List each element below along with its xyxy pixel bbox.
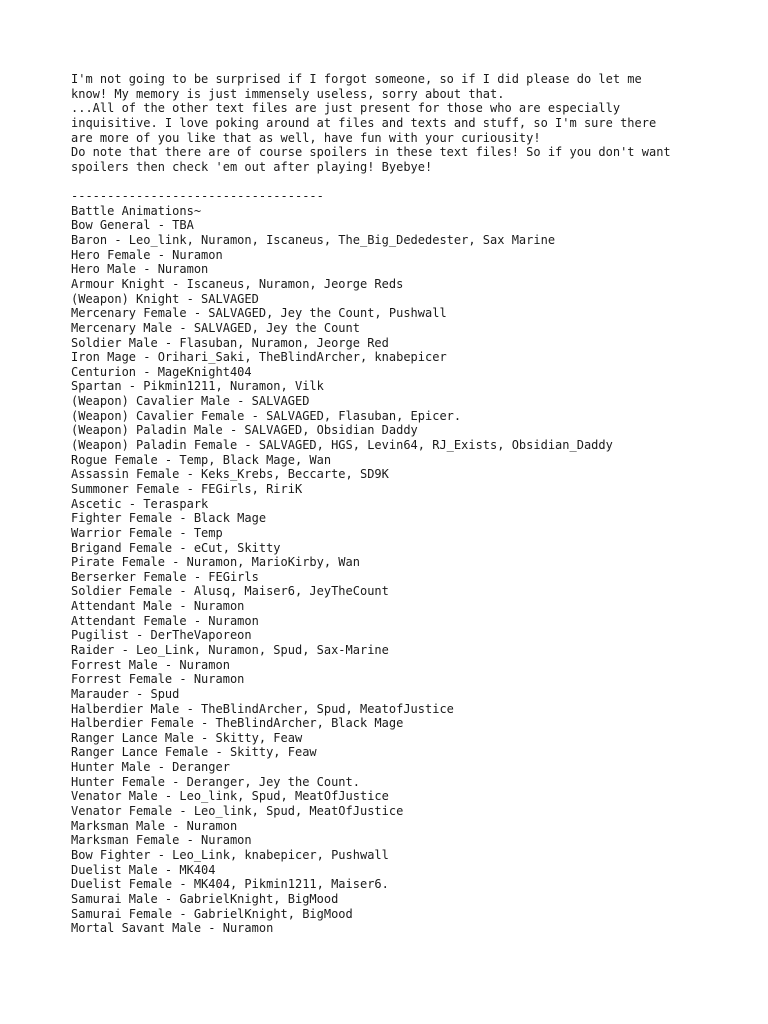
- credit-entry: (Weapon) Cavalier Female - SALVAGED, Flasuban, Epicer.: [71, 408, 462, 423]
- credit-entry: Marksman Male - Nuramon: [71, 818, 238, 833]
- credit-entry: Raider - Leo_Link, Nuramon, Spud, Sax-Marine: [71, 642, 389, 657]
- credit-entry: Hunter Male - Deranger: [71, 760, 230, 775]
- intro-line: spoilers then check 'em out after playing! Byebye!: [71, 159, 433, 174]
- intro-line: are more of you like that as well, have fun with your curiousity!: [71, 130, 541, 145]
- credit-entry: Ranger Lance Male - Skitty, Feaw: [71, 730, 303, 745]
- credit-entry: Halberdier Male - TheBlindArcher, Spud, MeatofJustice: [71, 701, 454, 716]
- intro-line: Do note that there are of course spoilers in these text files! So if you don't want: [71, 145, 671, 160]
- credit-entry: Pirate Female - Nuramon, MarioKirby, Wan: [71, 555, 360, 570]
- credit-entry: Venator Male - Leo_link, Spud, MeatOfJustice: [71, 789, 389, 804]
- credit-entry: Bow Fighter - Leo_Link, knabepicer, Pushwall: [71, 847, 389, 862]
- credit-entry: (Weapon) Knight - SALVAGED: [71, 291, 259, 306]
- credit-entry: Assassin Female - Keks_Krebs, Beccarte, SD9K: [71, 467, 389, 482]
- intro-paragraph: [71, 72, 751, 174]
- credits-list: [71, 218, 751, 935]
- credit-entry: (Weapon) Paladin Female - SALVAGED, HGS, Levin64, RJ_Exists, Obsidian_Daddy: [71, 438, 613, 453]
- credit-entry: Rogue Female - Temp, Black Mage, Wan: [71, 452, 332, 467]
- credit-entry: Venator Female - Leo_link, Spud, MeatOfJustice: [71, 804, 404, 819]
- credit-entry: Hero Female - Nuramon: [71, 247, 223, 262]
- credit-entry: Iron Mage - Orihari_Saki, TheBlindArcher, knabepicer: [71, 350, 447, 365]
- credit-entry: Marksman Female - Nuramon: [71, 833, 252, 848]
- credit-entry: Attendant Female - Nuramon: [71, 613, 259, 628]
- credit-entry: Marauder - Spud: [71, 686, 180, 701]
- intro-line: inquisitive. I love poking around at files and texts and stuff, so I'm sure there: [71, 115, 657, 130]
- credit-entry: Attendant Male - Nuramon: [71, 599, 245, 614]
- intro-line: ...All of the other text files are just present for those who are especially: [71, 101, 621, 116]
- credit-entry: Forrest Female - Nuramon: [71, 672, 245, 687]
- credit-entry: Brigand Female - eCut, Skitty: [71, 540, 281, 555]
- credit-entry: Duelist Male - MK404: [71, 862, 216, 877]
- credit-entry: Soldier Male - Flasuban, Nuramon, Jeorge Red: [71, 335, 389, 350]
- intro-line: I'm not going to be surprised if I forgot someone, so if I did please do let me: [71, 72, 642, 86]
- credit-entry: Samurai Female - GabrielKnight, BigMood: [71, 906, 353, 921]
- credit-entry: Samurai Male - GabrielKnight, BigMood: [71, 891, 339, 906]
- credit-entry: Warrior Female - Temp: [71, 525, 223, 540]
- document-page: [71, 72, 751, 936]
- credit-entry: Hunter Female - Deranger, Jey the Count.: [71, 774, 360, 789]
- separator: -----------------------------------: [71, 189, 324, 204]
- credit-entry: Baron - Leo_link, Nuramon, Iscaneus, The_Big_Dededester, Sax Marine: [71, 233, 556, 248]
- credit-entry: Summoner Female - FEGirls, RiriK: [71, 481, 303, 496]
- credit-entry: Mortal Savant Male - Nuramon: [71, 921, 274, 936]
- credit-entry: Hero Male - Nuramon: [71, 262, 209, 277]
- credit-entry: (Weapon) Cavalier Male - SALVAGED: [71, 394, 310, 409]
- credit-entry: Berserker Female - FEGirls: [71, 569, 259, 584]
- section-title: Battle Animations~: [71, 203, 202, 218]
- credit-entry: Mercenary Female - SALVAGED, Jey the Count, Pushwall: [71, 306, 447, 321]
- blank-line: [71, 174, 751, 189]
- credit-entry: Duelist Female - MK404, Pikmin1211, Maiser6.: [71, 877, 389, 892]
- credit-entry: Halberdier Female - TheBlindArcher, Black Mage: [71, 716, 404, 731]
- intro-line: know! My memory is just immensely useless, sorry about that.: [71, 86, 505, 101]
- credit-entry: (Weapon) Paladin Male - SALVAGED, Obsidian Daddy: [71, 423, 418, 438]
- credit-entry: Fighter Female - Black Mage: [71, 511, 267, 526]
- credit-entry: Bow General - TBA: [71, 218, 194, 233]
- credit-entry: Centurion - MageKnight404: [71, 364, 252, 379]
- credit-entry: Forrest Male - Nuramon: [71, 657, 230, 672]
- credit-entry: Spartan - Pikmin1211, Nuramon, Vilk: [71, 379, 324, 394]
- credit-entry: Mercenary Male - SALVAGED, Jey the Count: [71, 320, 360, 335]
- credit-entry: Ascetic - Teraspark: [71, 496, 209, 511]
- credit-entry: Armour Knight - Iscaneus, Nuramon, Jeorge Reds: [71, 276, 404, 291]
- credit-entry: Soldier Female - Alusq, Maiser6, JeyTheCount: [71, 584, 389, 599]
- credit-entry: Pugilist - DerTheVaporeon: [71, 628, 252, 643]
- credit-entry: Ranger Lance Female - Skitty, Feaw: [71, 745, 317, 760]
